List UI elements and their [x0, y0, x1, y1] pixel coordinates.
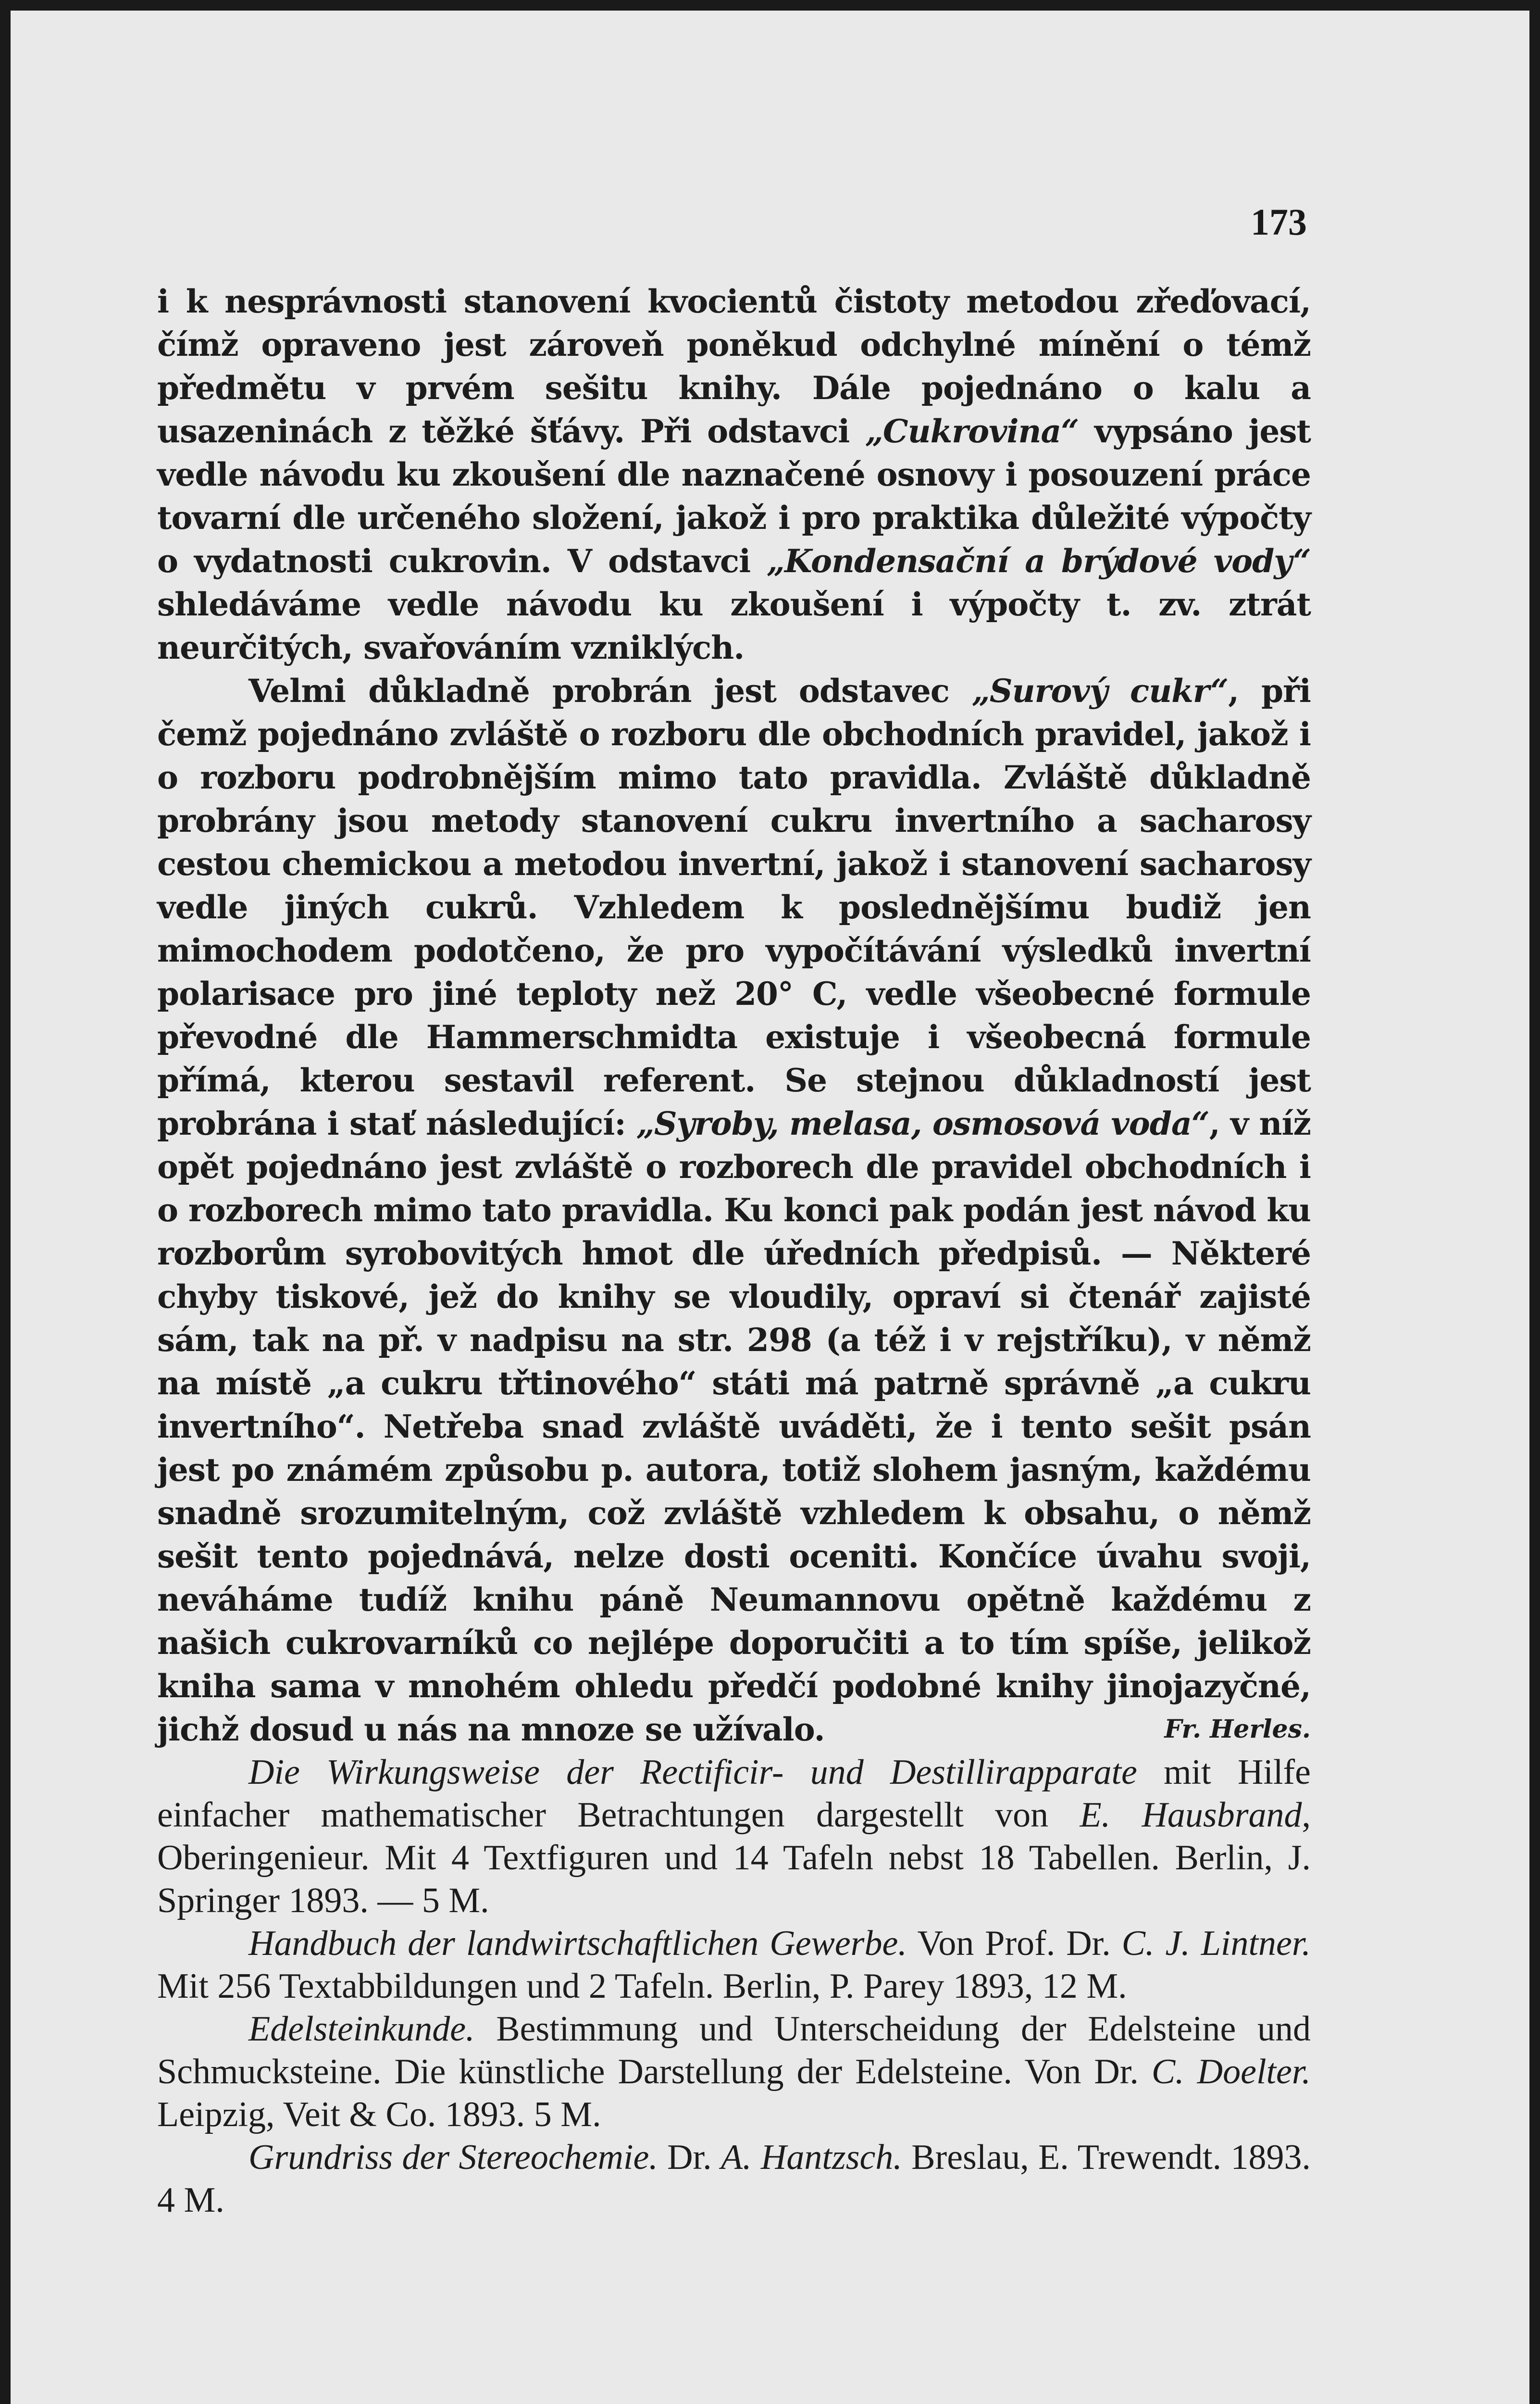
book-author: C. J. Lintner. [1121, 1924, 1311, 1963]
review-text: Velmi důkladně probrán jest odstavec [248, 672, 972, 710]
page-number: 173 [1251, 201, 1307, 243]
book-details: Bestimmung und Unterscheidung der Edelsteine und Schmucksteine. Die künstliche Darstellung der Edelsteine. Von Dr. [157, 2009, 1311, 2091]
bibliography-entry [157, 2008, 1311, 2136]
review-text: , při čemž pojednáno zvláště o rozboru dle obchodních pravidel, jakož i o rozboru podrobnějším mimo tato pravidla. Zvláště důkladně probrány jsou metody stanovení cukru invertního a sacharosy cestou chemickou a metodou invertní, jakož i stanovení sacharosy vedle jiných cukrů. Vzhledem k poslednějšímu budiž jen mimochodem podotčeno, že pro vypočítávání výsledků invertní polarisace pro jiné teploty než 20° C, vedle všeobecné formule převodné dle Hammerschmidta existuje i všeobecná formule přímá, kterou sestavil referent. Se stejnou důkladností jest probrána i stať následující: [157, 672, 1311, 1142]
bibliography-entry [157, 2136, 1311, 2222]
page-body [157, 280, 1311, 2222]
review-italic-section-title: „Kondensační a brýdové vody“ [767, 542, 1311, 580]
review-text: , v níž opět pojednáno jest zvláště o rozborech dle pravidel obchodních i o rozborech mimo tato pravidla. Ku konci pak podán jest návod ku rozborům syrobovitých hmot dle úředních předpisů. — Některé chyby tiskové, jež do knihy se vloudily, opraví si čtenář zajisté sám, tak na př. v nadpisu na str. 298 (a též i v rejstříku), v němž na místě „a cukru třtinového“ státi má patrně správně „a cukru invertního“. Netřeba snad zvláště uváděti, že i tento sešit psán jest po známém způsobu p. autora, totiž slohem jasným, každému snadně srozumitelným, což zvláště vzhledem k obsahu, o němž sešit tento pojednává, nelze dosti oceniti. Končíce úvahu svoji, neváháme tudíž knihu páně Neumannovu opětně každému z našich cukrovarníků co nejlépe doporučiti a to tím spíše, jelikož kniha sama v mnohém ohledu předčí podobné knihy jinojazyčné, jichž dosud u nás na mnoze se užívalo. [157, 1105, 1311, 1748]
review-paragraph-2 [157, 669, 1311, 1751]
review-italic-section-title: „Syroby, melasa, osmosová voda“ [636, 1105, 1209, 1142]
book-title: Grundriss der Stereochemie. [248, 2138, 658, 2177]
book-details: mit Hilfe einfacher mathematischer Betrachtungen dargestellt von [157, 1753, 1311, 1835]
book-title: Die Wirkungsweise der Rectificir- und Destillirapparate [248, 1753, 1137, 1792]
review-text: i k nesprávnosti stanovení kvocientů čistoty metodou zřeďovací, čímž opraveno jest zároveň poněkud odchylné mínění o témž předmětu v prvém sešitu knihy. Dále pojednáno o kalu a usazeninách z těžké šťávy. Při odstavci [157, 283, 1311, 450]
review-italic-section-title: „Surový cukr“ [971, 672, 1229, 710]
book-title: Handbuch der landwirtschaftlichen Gewerbe. [248, 1924, 907, 1963]
review-paragraph-1 [157, 280, 1311, 669]
book-details: Mit 256 Textabbildungen und 2 Tafeln. Berlin, P. Parey 1893, 12 M. [157, 1966, 1127, 2006]
reviewer-signature: Fr. Herles. [1164, 1715, 1311, 1744]
bibliography-entry [157, 1751, 1311, 1922]
book-details: Breslau, E. Trewendt. 1893. 4 M. [157, 2138, 1311, 2220]
review-text: shledáváme vedle návodu ku zkoušení i výpočty t. zv. ztrát neurčitých, svařováním vzniklých. [157, 586, 1311, 666]
review-italic-section-title: „Cukrovina“ [865, 413, 1079, 450]
book-author: A. Hantzsch. [720, 2138, 902, 2177]
book-details: , Oberingenieur. Mit 4 Textfiguren und 14 Tafeln nebst 18 Tabellen. Berlin, J. Springer 1893. — 5 M. [157, 1795, 1311, 1920]
scanned-page [11, 11, 1529, 2404]
book-title: Edelsteinkunde. [248, 2009, 475, 2049]
book-author: E. Hausbrand [1080, 1795, 1302, 1835]
book-author: C. Doelter. [1151, 2052, 1311, 2091]
bibliography-entry [157, 1922, 1311, 2008]
book-details: Dr. [658, 2138, 721, 2177]
book-details: Leipzig, Veit & Co. 1893. 5 M. [157, 2095, 601, 2134]
review-text: vypsáno jest vedle návodu ku zkoušení dle naznačené osnovy i posouzení práce tovarní dle určeného složení, jakož i pro praktika důležité výpočty o vydatnosti cukrovin. V odstavci [157, 413, 1311, 580]
book-details: Von Prof. Dr. [907, 1924, 1122, 1963]
